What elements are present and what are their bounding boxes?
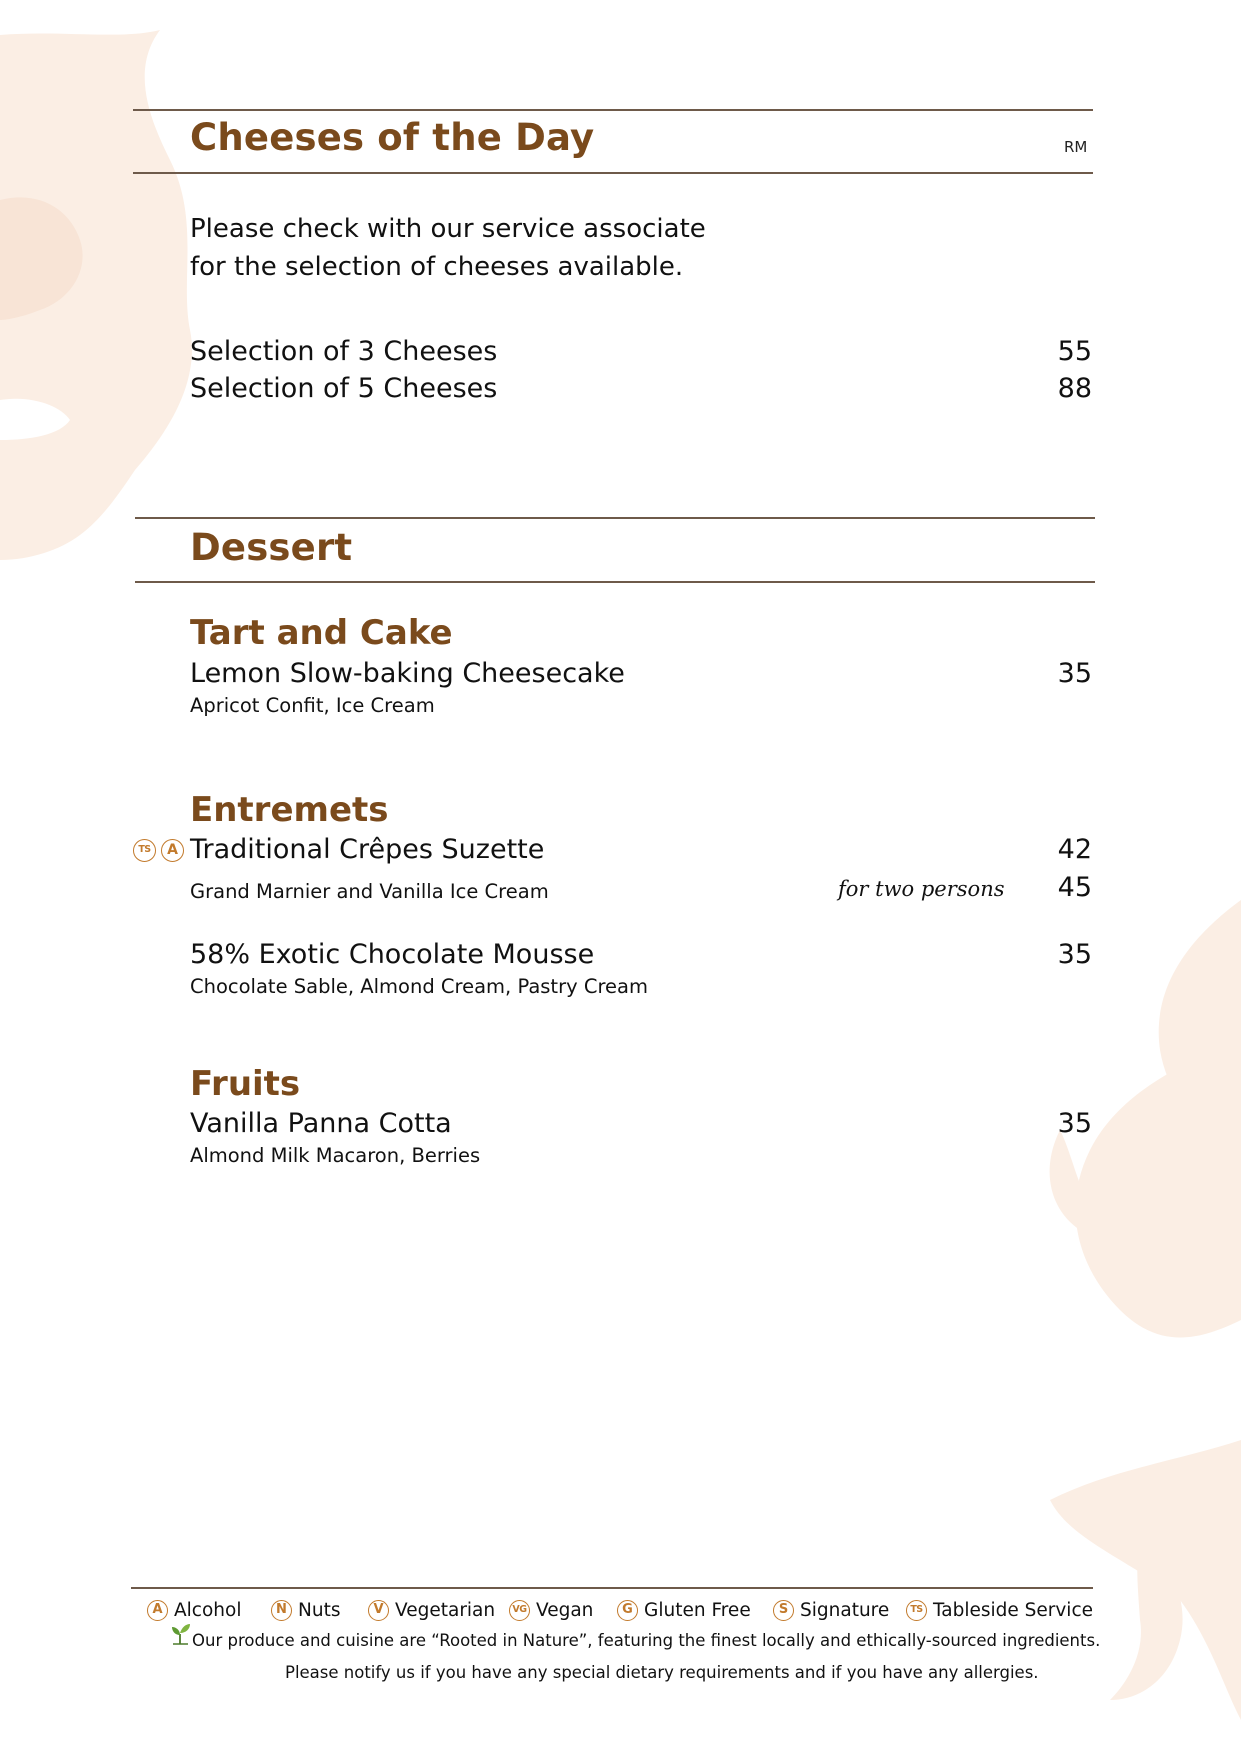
legend-label-nuts: Nuts: [298, 1600, 341, 1621]
cheese-item-price: 55: [1057, 336, 1092, 367]
dessert-bottom-rule: [135, 581, 1095, 583]
dessert-item-name: Vanilla Panna Cotta: [190, 1108, 452, 1139]
tableside-service-legend-icon: TS: [906, 1600, 927, 1621]
dessert-item-name: Traditional Crêpes Suzette: [190, 834, 545, 865]
fruits-subsection-title: Fruits: [190, 1064, 301, 1104]
tableside-service-badge-icon: TS: [133, 839, 156, 862]
gluten-free-legend-icon: G: [617, 1600, 638, 1621]
rooted-in-nature-note: Our produce and cuisine are “Rooted in Nature”, featuring the finest locally and ethically-sourced ingredients.: [192, 1631, 1101, 1650]
dessert-top-rule: [135, 517, 1095, 519]
dessert-item-name: Lemon Slow-baking Cheesecake: [190, 658, 625, 689]
entremets-subsection-title: Entremets: [190, 790, 389, 830]
vegetarian-legend-icon: V: [368, 1600, 389, 1621]
tart-subsection-title: Tart and Cake: [190, 613, 453, 653]
dessert-item-price: 35: [1057, 939, 1092, 970]
dessert-item-price: 35: [1057, 658, 1092, 689]
sprout-icon: [170, 1622, 192, 1646]
footer-rule: [131, 1587, 1093, 1589]
legend-label-vegan: Vegan: [536, 1600, 594, 1621]
dessert-item-description: Apricot Confit, Ice Cream: [190, 694, 435, 717]
cheeses-bottom-rule: [133, 172, 1093, 174]
cheese-item-name: Selection of 5 Cheeses: [190, 373, 498, 404]
alcohol-legend-icon: A: [147, 1600, 168, 1621]
currency-label: RM: [1064, 138, 1088, 156]
signature-legend-icon: S: [773, 1600, 794, 1621]
dessert-item-description: Almond Milk Macaron, Berries: [190, 1144, 481, 1167]
legend-label-gluten-free: Gluten Free: [644, 1600, 751, 1621]
legend-label-signature: Signature: [800, 1600, 890, 1621]
legend-label-vegetarian: Vegetarian: [395, 1600, 496, 1621]
alcohol-badge-icon: A: [161, 839, 184, 862]
dessert-section-title: Dessert: [190, 526, 353, 569]
cheeses-intro-line1: Please check with our service associate: [190, 214, 706, 244]
dessert-item-name: 58% Exotic Chocolate Mousse: [190, 939, 595, 970]
legend-label-tableside-service: Tableside Service: [933, 1600, 1093, 1621]
serving-note: for two persons: [838, 877, 1005, 901]
dessert-item-price-secondary: 45: [1057, 872, 1092, 903]
dessert-item-price: 35: [1057, 1108, 1092, 1139]
cheeses-section-title: Cheeses of the Day: [190, 116, 595, 159]
cheeses-top-rule: [133, 109, 1093, 111]
nuts-legend-icon: N: [271, 1600, 292, 1621]
vegan-legend-icon: VG: [509, 1600, 530, 1621]
dessert-item-price: 42: [1057, 834, 1092, 865]
legend-label-alcohol: Alcohol: [174, 1600, 242, 1621]
dessert-item-description: Grand Marnier and Vanilla Ice Cream: [190, 880, 549, 903]
dessert-item-description: Chocolate Sable, Almond Cream, Pastry Cream: [190, 975, 648, 998]
cheese-item-price: 88: [1057, 373, 1092, 404]
cheeses-intro-line2: for the selection of cheeses available.: [190, 252, 684, 282]
cheese-item-name: Selection of 3 Cheeses: [190, 336, 498, 367]
allergy-note: Please notify us if you have any special dietary requirements and if you have any allergies.: [285, 1663, 1039, 1682]
